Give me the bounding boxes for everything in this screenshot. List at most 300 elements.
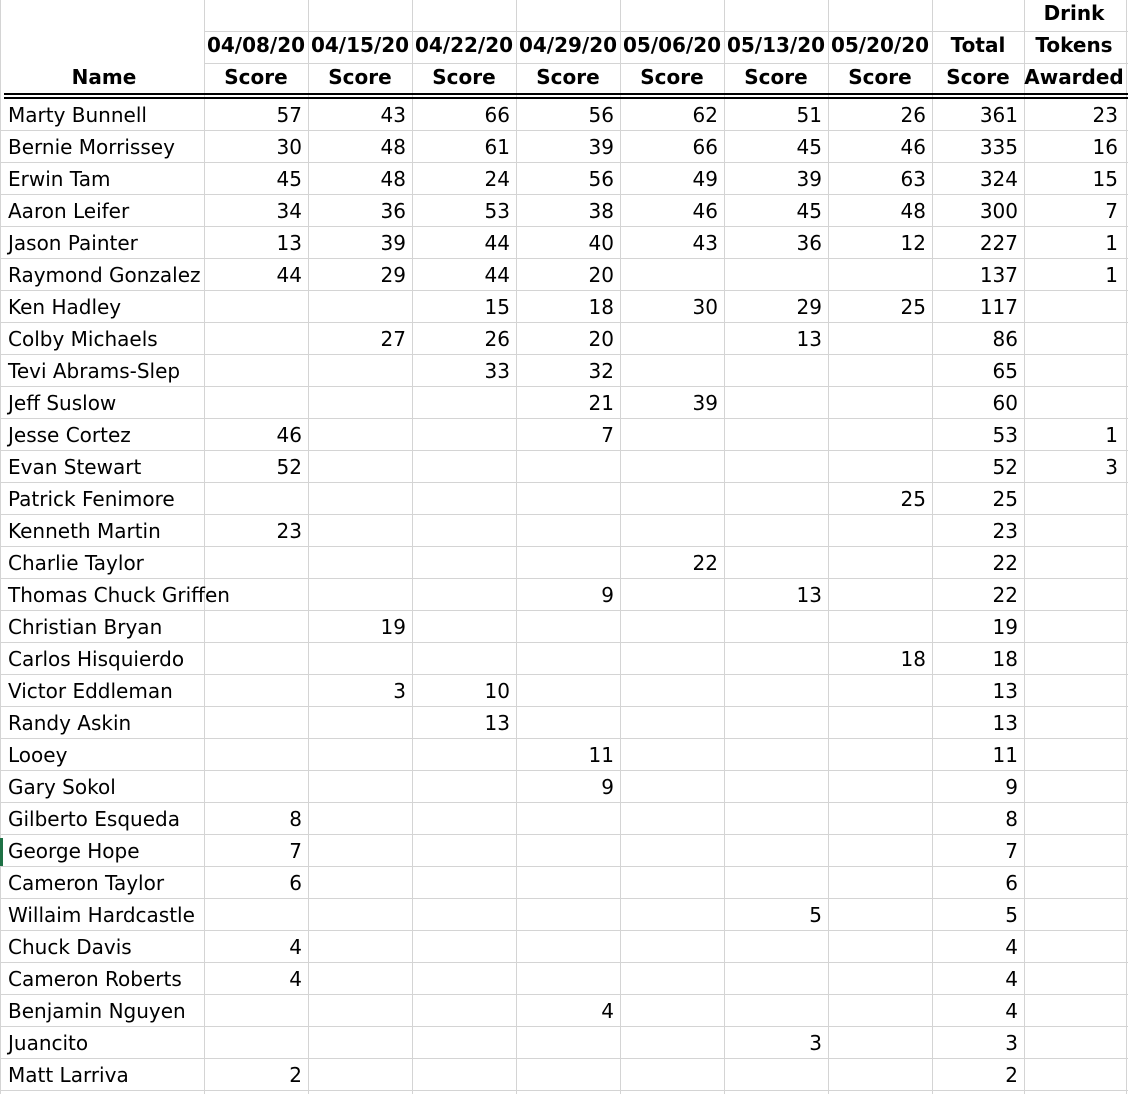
score-cell[interactable] [308, 803, 406, 835]
score-cell[interactable] [620, 867, 718, 899]
score-cell[interactable]: 19 [380, 615, 406, 639]
score-cell[interactable] [412, 483, 510, 515]
score-cell[interactable] [412, 867, 510, 899]
drink-tokens-cell[interactable] [1024, 483, 1118, 515]
score-cell[interactable] [204, 675, 302, 707]
score-cell[interactable] [828, 675, 926, 707]
total-score-cell[interactable]: 65 [992, 359, 1018, 383]
score-cell[interactable]: 26 [484, 327, 510, 351]
score-cell[interactable] [620, 611, 718, 643]
drink-tokens-cell[interactable]: 15 [1092, 167, 1118, 191]
score-cell[interactable]: 66 [484, 103, 510, 127]
drink-tokens-cell[interactable] [1024, 739, 1118, 771]
drink-tokens-cell[interactable] [1024, 995, 1118, 1027]
score-cell[interactable]: 7 [289, 839, 302, 863]
score-cell[interactable] [620, 355, 718, 387]
name-cell[interactable]: Jeff Suslow [8, 391, 117, 415]
score-cell[interactable] [204, 355, 302, 387]
score-cell[interactable] [620, 483, 718, 515]
name-cell[interactable]: Erwin Tam [8, 167, 111, 191]
score-cell[interactable] [516, 643, 614, 675]
score-cell[interactable] [516, 451, 614, 483]
score-cell[interactable] [308, 451, 406, 483]
score-cell[interactable]: 4 [289, 935, 302, 959]
column-header[interactable] [620, 0, 724, 93]
score-cell[interactable]: 39 [796, 167, 822, 191]
score-cell[interactable] [620, 995, 718, 1027]
name-cell[interactable]: Kenneth Martin [8, 519, 161, 543]
score-cell[interactable] [828, 611, 926, 643]
score-cell[interactable] [204, 387, 302, 419]
score-cell[interactable]: 44 [276, 263, 302, 287]
score-cell[interactable] [308, 419, 406, 451]
total-score-cell[interactable]: 6 [1005, 871, 1018, 895]
total-score-cell[interactable]: 8 [1005, 807, 1018, 831]
score-cell[interactable]: 39 [380, 231, 406, 255]
score-cell[interactable] [204, 1027, 302, 1059]
score-cell[interactable] [828, 547, 926, 579]
score-cell[interactable] [724, 451, 822, 483]
score-cell[interactable]: 66 [692, 135, 718, 159]
name-cell[interactable]: George Hope [8, 839, 140, 863]
score-cell[interactable] [204, 995, 302, 1027]
name-cell[interactable]: Marty Bunnell [8, 103, 147, 127]
drink-tokens-cell[interactable] [1024, 803, 1118, 835]
name-cell[interactable]: Raymond Gonzalez [8, 263, 201, 287]
score-cell[interactable]: 36 [380, 199, 406, 223]
score-cell[interactable] [516, 867, 614, 899]
score-cell[interactable]: 11 [588, 743, 614, 767]
score-cell[interactable]: 7 [601, 423, 614, 447]
score-cell[interactable] [828, 1059, 926, 1091]
score-cell[interactable] [412, 611, 510, 643]
score-cell[interactable] [620, 675, 718, 707]
drink-tokens-cell[interactable] [1024, 579, 1118, 611]
score-cell[interactable] [620, 899, 718, 931]
score-cell[interactable] [516, 675, 614, 707]
score-cell[interactable] [620, 739, 718, 771]
score-cell[interactable] [412, 419, 510, 451]
score-cell[interactable]: 8 [289, 807, 302, 831]
score-cell[interactable] [724, 515, 822, 547]
score-cell[interactable]: 10 [484, 679, 510, 703]
score-cell[interactable] [412, 835, 510, 867]
score-cell[interactable] [828, 931, 926, 963]
drink-tokens-cell[interactable] [1024, 899, 1118, 931]
drink-tokens-cell[interactable]: 1 [1105, 263, 1118, 287]
column-header[interactable] [828, 0, 932, 93]
score-cell[interactable]: 4 [601, 999, 614, 1023]
score-cell[interactable]: 24 [484, 167, 510, 191]
score-cell[interactable]: 4 [289, 967, 302, 991]
name-cell[interactable]: Looey [8, 743, 68, 767]
total-score-cell[interactable]: 117 [979, 295, 1018, 319]
score-cell[interactable] [620, 931, 718, 963]
score-cell[interactable] [620, 259, 718, 291]
column-header[interactable] [412, 0, 516, 93]
total-score-cell[interactable]: 335 [979, 135, 1018, 159]
drink-tokens-cell[interactable]: 16 [1092, 135, 1118, 159]
total-score-cell[interactable]: 60 [992, 391, 1018, 415]
drink-tokens-cell[interactable] [1024, 707, 1118, 739]
score-cell[interactable] [620, 643, 718, 675]
score-cell[interactable] [412, 899, 510, 931]
score-cell[interactable] [724, 1059, 822, 1091]
column-header[interactable] [204, 0, 308, 93]
score-cell[interactable] [308, 771, 406, 803]
score-cell[interactable] [724, 995, 822, 1027]
score-cell[interactable]: 9 [601, 775, 614, 799]
score-cell[interactable] [412, 515, 510, 547]
score-cell[interactable] [724, 259, 822, 291]
name-cell[interactable]: Victor Eddleman [8, 679, 173, 703]
score-cell[interactable]: 15 [484, 295, 510, 319]
score-cell[interactable] [516, 1059, 614, 1091]
score-cell[interactable]: 3 [393, 679, 406, 703]
score-cell[interactable] [724, 803, 822, 835]
score-cell[interactable]: 13 [796, 327, 822, 351]
name-cell[interactable]: Thomas Chuck Griffen [8, 583, 230, 607]
score-cell[interactable] [516, 707, 614, 739]
score-cell[interactable]: 40 [588, 231, 614, 255]
score-cell[interactable]: 9 [601, 583, 614, 607]
drink-tokens-cell[interactable] [1024, 515, 1118, 547]
score-cell[interactable] [412, 643, 510, 675]
drink-tokens-cell[interactable] [1024, 547, 1118, 579]
score-cell[interactable] [308, 387, 406, 419]
score-cell[interactable] [308, 355, 406, 387]
score-cell[interactable]: 44 [484, 263, 510, 287]
name-cell[interactable]: Carlos Hisquierdo [8, 647, 185, 671]
score-cell[interactable] [724, 707, 822, 739]
score-cell[interactable] [620, 835, 718, 867]
score-cell[interactable] [828, 835, 926, 867]
score-cell[interactable]: 38 [588, 199, 614, 223]
drink-tokens-cell[interactable]: 1 [1105, 423, 1118, 447]
name-cell[interactable]: Willaim Hardcastle [8, 903, 195, 927]
score-cell[interactable]: 39 [692, 391, 718, 415]
score-cell[interactable]: 33 [484, 359, 510, 383]
score-cell[interactable]: 51 [796, 103, 822, 127]
score-cell[interactable] [204, 899, 302, 931]
score-cell[interactable]: 2 [289, 1063, 302, 1087]
drink-tokens-cell[interactable] [1024, 643, 1118, 675]
score-cell[interactable] [620, 515, 718, 547]
score-cell[interactable]: 57 [276, 103, 302, 127]
drink-tokens-cell[interactable] [1024, 1027, 1118, 1059]
score-cell[interactable]: 13 [796, 583, 822, 607]
score-cell[interactable]: 53 [484, 199, 510, 223]
score-cell[interactable] [620, 451, 718, 483]
score-cell[interactable]: 46 [900, 135, 926, 159]
total-score-cell[interactable]: 25 [992, 487, 1018, 511]
score-cell[interactable]: 39 [588, 135, 614, 159]
total-score-cell[interactable]: 52 [992, 455, 1018, 479]
drink-tokens-cell[interactable] [1024, 867, 1118, 899]
score-cell[interactable]: 30 [276, 135, 302, 159]
score-cell[interactable] [620, 323, 718, 355]
score-cell[interactable]: 62 [692, 103, 718, 127]
column-header[interactable] [932, 0, 1024, 93]
total-score-cell[interactable]: 11 [992, 743, 1018, 767]
total-score-cell[interactable]: 13 [992, 679, 1018, 703]
score-cell[interactable] [204, 643, 302, 675]
score-cell[interactable]: 48 [380, 135, 406, 159]
score-cell[interactable] [620, 1059, 718, 1091]
score-cell[interactable] [828, 355, 926, 387]
name-cell[interactable]: Cameron Roberts [8, 967, 182, 991]
score-cell[interactable] [204, 547, 302, 579]
name-cell[interactable]: Patrick Fenimore [8, 487, 175, 511]
score-cell[interactable]: 45 [276, 167, 302, 191]
score-cell[interactable] [308, 707, 406, 739]
score-cell[interactable] [412, 771, 510, 803]
score-cell[interactable] [308, 899, 406, 931]
drink-tokens-cell[interactable] [1024, 1059, 1118, 1091]
score-cell[interactable] [308, 931, 406, 963]
column-header[interactable] [4, 0, 204, 93]
score-cell[interactable] [828, 419, 926, 451]
score-cell[interactable] [828, 387, 926, 419]
drink-tokens-cell[interactable] [1024, 675, 1118, 707]
score-cell[interactable]: 45 [796, 199, 822, 223]
score-cell[interactable] [308, 995, 406, 1027]
score-cell[interactable] [516, 931, 614, 963]
score-cell[interactable]: 12 [900, 231, 926, 255]
name-cell[interactable]: Cameron Taylor [8, 871, 165, 895]
column-header[interactable] [308, 0, 412, 93]
score-cell[interactable] [724, 675, 822, 707]
score-cell[interactable] [724, 931, 822, 963]
score-cell[interactable] [308, 963, 406, 995]
score-cell[interactable] [724, 643, 822, 675]
score-cell[interactable] [308, 579, 406, 611]
score-cell[interactable] [620, 707, 718, 739]
score-cell[interactable] [412, 803, 510, 835]
name-cell[interactable]: Colby Michaels [8, 327, 158, 351]
score-cell[interactable] [620, 419, 718, 451]
score-cell[interactable] [204, 483, 302, 515]
score-cell[interactable]: 30 [692, 295, 718, 319]
total-score-cell[interactable]: 9 [1005, 775, 1018, 799]
score-cell[interactable]: 22 [692, 551, 718, 575]
score-cell[interactable] [516, 515, 614, 547]
score-cell[interactable] [724, 419, 822, 451]
score-cell[interactable]: 29 [796, 295, 822, 319]
score-cell[interactable] [828, 995, 926, 1027]
name-cell[interactable]: Christian Bryan [8, 615, 163, 639]
score-cell[interactable] [204, 323, 302, 355]
score-cell[interactable]: 18 [588, 295, 614, 319]
score-cell[interactable] [620, 963, 718, 995]
score-cell[interactable] [724, 355, 822, 387]
name-cell[interactable]: Chuck Davis [8, 935, 132, 959]
score-cell[interactable]: 44 [484, 231, 510, 255]
total-score-cell[interactable]: 4 [1005, 935, 1018, 959]
name-cell[interactable]: Evan Stewart [8, 455, 142, 479]
score-cell[interactable] [516, 899, 614, 931]
score-cell[interactable]: 26 [900, 103, 926, 127]
column-header[interactable] [724, 0, 828, 93]
score-cell[interactable] [828, 323, 926, 355]
total-score-cell[interactable]: 22 [992, 583, 1018, 607]
score-cell[interactable] [308, 547, 406, 579]
score-cell[interactable]: 23 [276, 519, 302, 543]
score-cell[interactable]: 56 [588, 103, 614, 127]
score-cell[interactable] [516, 963, 614, 995]
name-cell[interactable]: Matt Larriva [8, 1063, 129, 1087]
score-cell[interactable] [828, 1027, 926, 1059]
name-cell[interactable]: Jason Painter [8, 231, 138, 255]
drink-tokens-cell[interactable] [1024, 963, 1118, 995]
score-cell[interactable]: 48 [900, 199, 926, 223]
score-cell[interactable]: 3 [809, 1031, 822, 1055]
total-score-cell[interactable]: 18 [992, 647, 1018, 671]
score-cell[interactable]: 25 [900, 487, 926, 511]
score-cell[interactable] [308, 835, 406, 867]
score-cell[interactable]: 48 [380, 167, 406, 191]
score-cell[interactable] [516, 835, 614, 867]
score-cell[interactable] [724, 867, 822, 899]
total-score-cell[interactable]: 4 [1005, 999, 1018, 1023]
total-score-cell[interactable]: 324 [979, 167, 1018, 191]
drink-tokens-cell[interactable]: 1 [1105, 231, 1118, 255]
score-cell[interactable] [308, 739, 406, 771]
total-score-cell[interactable]: 23 [992, 519, 1018, 543]
score-cell[interactable]: 45 [796, 135, 822, 159]
name-cell[interactable]: Gary Sokol [8, 775, 116, 799]
score-cell[interactable]: 43 [692, 231, 718, 255]
name-cell[interactable]: Tevi Abrams-Slep [8, 359, 181, 383]
score-cell[interactable]: 46 [692, 199, 718, 223]
score-cell[interactable] [308, 1059, 406, 1091]
score-cell[interactable] [412, 739, 510, 771]
name-cell[interactable]: Randy Askin [8, 711, 132, 735]
score-cell[interactable] [828, 771, 926, 803]
score-cell[interactable]: 36 [796, 231, 822, 255]
name-cell[interactable]: Aaron Leifer [8, 199, 130, 223]
score-cell[interactable] [412, 547, 510, 579]
score-cell[interactable] [620, 771, 718, 803]
score-cell[interactable] [724, 387, 822, 419]
name-cell[interactable]: Juancito [8, 1031, 89, 1055]
score-cell[interactable] [724, 611, 822, 643]
score-cell[interactable] [828, 867, 926, 899]
drink-tokens-cell[interactable] [1024, 835, 1118, 867]
score-cell[interactable] [204, 611, 302, 643]
total-score-cell[interactable]: 361 [979, 103, 1018, 127]
score-cell[interactable]: 20 [588, 263, 614, 287]
score-cell[interactable] [828, 579, 926, 611]
total-score-cell[interactable]: 7 [1005, 839, 1018, 863]
name-cell[interactable]: Charlie Taylor [8, 551, 144, 575]
score-cell[interactable] [412, 579, 510, 611]
score-cell[interactable] [828, 739, 926, 771]
name-cell[interactable]: Ken Hadley [8, 295, 122, 319]
score-cell[interactable] [724, 835, 822, 867]
score-cell[interactable]: 61 [484, 135, 510, 159]
score-cell[interactable]: 63 [900, 167, 926, 191]
score-cell[interactable]: 43 [380, 103, 406, 127]
score-cell[interactable] [308, 1027, 406, 1059]
total-score-cell[interactable]: 13 [992, 711, 1018, 735]
score-cell[interactable]: 29 [380, 263, 406, 287]
score-cell[interactable] [308, 291, 406, 323]
name-cell[interactable]: Jesse Cortez [8, 423, 131, 447]
total-score-cell[interactable]: 5 [1005, 903, 1018, 927]
total-score-cell[interactable]: 2 [1005, 1063, 1018, 1087]
drink-tokens-cell[interactable]: 3 [1105, 455, 1118, 479]
score-cell[interactable] [412, 963, 510, 995]
total-score-cell[interactable]: 3 [1005, 1031, 1018, 1055]
score-cell[interactable] [204, 739, 302, 771]
total-score-cell[interactable]: 53 [992, 423, 1018, 447]
total-score-cell[interactable]: 4 [1005, 967, 1018, 991]
score-cell[interactable]: 52 [276, 455, 302, 479]
drink-tokens-cell[interactable]: 7 [1105, 199, 1118, 223]
score-cell[interactable]: 6 [289, 871, 302, 895]
score-cell[interactable] [620, 803, 718, 835]
drink-tokens-cell[interactable] [1024, 771, 1118, 803]
score-cell[interactable] [204, 707, 302, 739]
score-cell[interactable] [516, 611, 614, 643]
column-header[interactable] [516, 0, 620, 93]
score-cell[interactable] [828, 259, 926, 291]
score-cell[interactable]: 18 [900, 647, 926, 671]
total-score-cell[interactable]: 137 [979, 263, 1018, 287]
score-cell[interactable] [412, 931, 510, 963]
score-cell[interactable] [516, 547, 614, 579]
score-cell[interactable]: 13 [276, 231, 302, 255]
score-cell[interactable]: 27 [380, 327, 406, 351]
total-score-cell[interactable]: 19 [992, 615, 1018, 639]
score-cell[interactable] [516, 803, 614, 835]
score-cell[interactable] [828, 963, 926, 995]
score-cell[interactable] [724, 771, 822, 803]
score-cell[interactable] [828, 451, 926, 483]
total-score-cell[interactable]: 300 [979, 199, 1018, 223]
score-cell[interactable] [724, 739, 822, 771]
score-cell[interactable] [516, 483, 614, 515]
score-cell[interactable] [516, 1027, 614, 1059]
drink-tokens-cell[interactable] [1024, 387, 1118, 419]
total-score-cell[interactable]: 227 [979, 231, 1018, 255]
score-cell[interactable] [724, 547, 822, 579]
score-cell[interactable] [308, 515, 406, 547]
column-header[interactable] [1024, 0, 1124, 93]
name-cell[interactable]: Bernie Morrissey [8, 135, 175, 159]
score-cell[interactable] [828, 899, 926, 931]
drink-tokens-cell[interactable] [1024, 611, 1118, 643]
score-cell[interactable]: 34 [276, 199, 302, 223]
score-cell[interactable] [724, 483, 822, 515]
drink-tokens-cell[interactable] [1024, 291, 1118, 323]
total-score-cell[interactable]: 22 [992, 551, 1018, 575]
score-cell[interactable]: 5 [809, 903, 822, 927]
drink-tokens-cell[interactable]: 23 [1092, 103, 1118, 127]
score-cell[interactable] [412, 1027, 510, 1059]
score-cell[interactable]: 49 [692, 167, 718, 191]
score-cell[interactable]: 25 [900, 295, 926, 319]
total-score-cell[interactable]: 86 [992, 327, 1018, 351]
score-cell[interactable] [308, 643, 406, 675]
score-cell[interactable] [724, 963, 822, 995]
score-cell[interactable]: 21 [588, 391, 614, 415]
score-cell[interactable]: 56 [588, 167, 614, 191]
name-cell[interactable]: Gilberto Esqueda [8, 807, 180, 831]
score-cell[interactable] [204, 291, 302, 323]
score-cell[interactable] [412, 451, 510, 483]
